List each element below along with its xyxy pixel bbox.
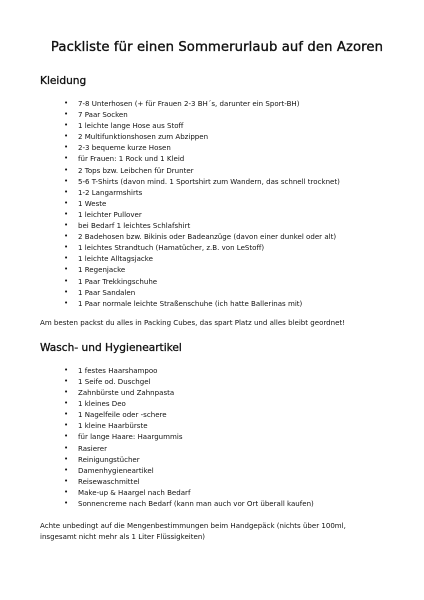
liquids-note-line2: insgesamt nicht mehr als 1 Liter Flüssigkeiten) (40, 532, 206, 542)
list-item: • Make-up & Haargel nach Bedarf (64, 487, 394, 498)
list-item: • 1 leichte lange Hose aus Stoff (64, 120, 394, 131)
list-item: • 2-3 bequeme kurze Hosen (64, 142, 394, 153)
list-item: • für lange Haare: Haargummis (64, 431, 394, 442)
clothing-list (40, 98, 394, 309)
list-item: • 1 Paar Trekkingschuhe (64, 276, 394, 287)
list-item: • 1 leichtes Strandtuch (Hamatücher, z.B. von LeStoff) (64, 242, 394, 253)
list-item: • 5-6 T-Shirts (davon mind. 1 Sportshirt zum Wandern, das schnell trocknet) (64, 176, 394, 187)
list-item: • 1 Nagelfeile oder -schere (64, 409, 394, 420)
list-item: • 1 Weste (64, 198, 394, 209)
wash-list (40, 365, 394, 509)
list-item: • Zahnbürste und Zahnpasta (64, 387, 394, 398)
list-item: • 1 Paar normale leichte Straßenschuhe (ich hatte Ballerinas mit) (64, 298, 394, 309)
section-heading-wash: Wasch- und Hygieneartikel (40, 341, 182, 354)
list-item: • 1 Regenjacke (64, 264, 394, 275)
list-item: • Rasierer (64, 443, 394, 454)
list-item: • 2 Tops bzw. Leibchen für Drunter (64, 165, 394, 176)
list-item: • bei Bedarf 1 leichtes Schlafshirt (64, 220, 394, 231)
list-item: • 2 Badehosen bzw. Bikinis oder Badeanzüge (davon einer dunkel oder alt) (64, 231, 394, 242)
list-item: • 7-8 Unterhosen (+ für Frauen 2-3 BH´s, darunter ein Sport-BH) (64, 98, 394, 109)
page-title: Packliste für einen Sommerurlaub auf den Azoren (50, 40, 384, 55)
packing-tip: Am besten packst du alles in Packing Cubes, das spart Platz und alles bleibt geordnet! (40, 317, 346, 327)
list-item: • 1 kleine Haarbürste (64, 420, 394, 431)
liquids-note (40, 520, 394, 542)
liquids-note-line1: Achte unbedingt auf die Mengenbestimmungen beim Handgepäck (nichts über 100ml, (40, 521, 346, 531)
list-item: • Sonnencreme nach Bedarf (kann man auch vor Ort überall kaufen) (64, 498, 394, 509)
list-item: • 1 festes Haarshampoo (64, 365, 394, 376)
list-item: • für Frauen: 1 Rock und 1 Kleid (64, 153, 394, 164)
list-item: • 1 Paar Sandalen (64, 287, 394, 298)
list-item: • 1 kleines Deo (64, 398, 394, 409)
list-item: • 1 leichter Pullover (64, 209, 394, 220)
list-item: • 1 leichte Alltagsjacke (64, 253, 394, 264)
list-item: • Reinigungstücher (64, 454, 394, 465)
list-item: • 7 Paar Socken (64, 109, 394, 120)
list-item: • 2 Multifunktionshosen zum Abzippen (64, 131, 394, 142)
list-item: • Damenhygieneartikel (64, 465, 394, 476)
list-item: • 1-2 Langarmshirts (64, 187, 394, 198)
section-heading-clothing: Kleidung (40, 75, 87, 87)
list-item: • Reisewaschmittel (64, 476, 394, 487)
list-item: • 1 Seife od. Duschgel (64, 376, 394, 387)
